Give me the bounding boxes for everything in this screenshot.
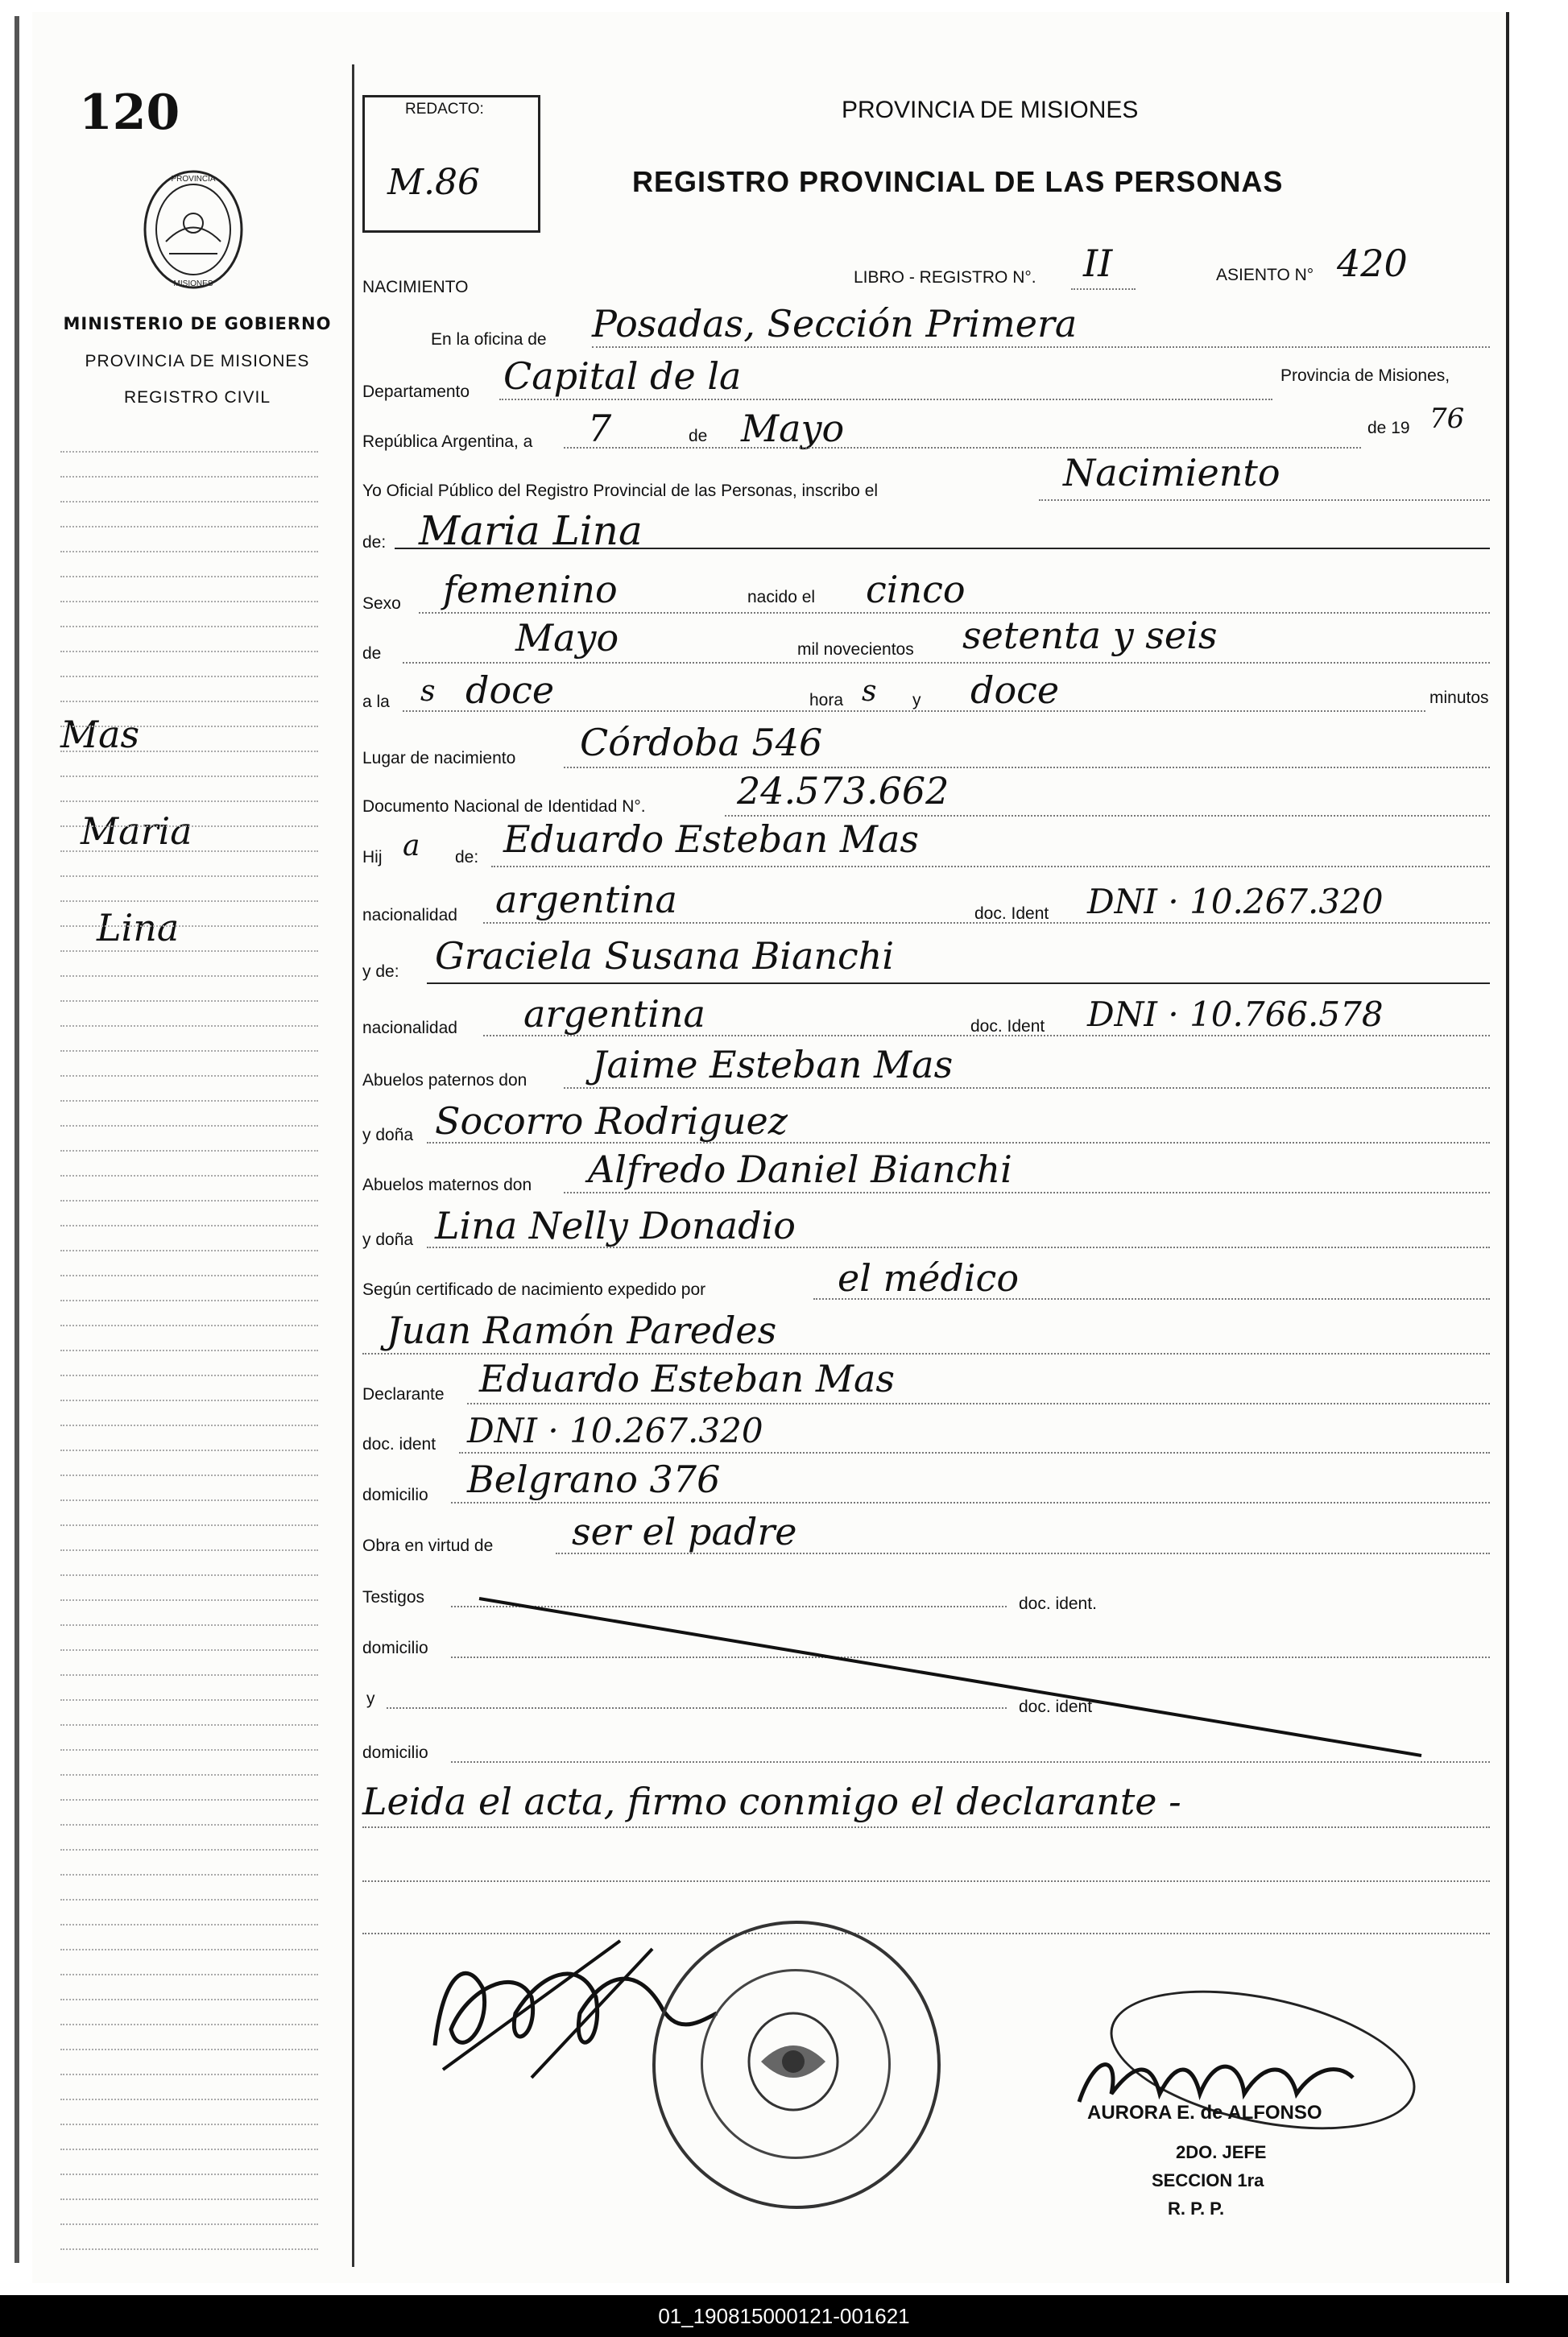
- margin-ruled-line: [60, 1475, 318, 1476]
- abuela-p-line: [427, 1142, 1490, 1144]
- oficina-label: En la oficina de: [431, 330, 547, 349]
- de-nombre-label: de:: [362, 533, 387, 552]
- libro-value: II: [1083, 242, 1113, 285]
- margin-ruled-line: [60, 1450, 318, 1451]
- nac-madre-line: [483, 1035, 1490, 1036]
- margin-ruled-line: [60, 2099, 318, 2100]
- fecha-line: [564, 447, 1361, 449]
- dia-value: 7: [588, 407, 612, 450]
- domicilio-line: [451, 1502, 1490, 1504]
- margin-ruled-line: [60, 1425, 318, 1426]
- libro-line: [1071, 288, 1136, 290]
- margin-ruled-line: [60, 2024, 318, 2025]
- margin-ruled-line: [60, 1549, 318, 1551]
- madre-value: Graciela Susana Bianchi: [435, 934, 895, 978]
- padre-value: Eduardo Esteban Mas: [503, 817, 919, 861]
- official-section: SECCION 1ra: [1152, 2170, 1264, 2190]
- official-name: AURORA E. de ALFONSO: [1087, 2102, 1322, 2124]
- margin-ruled-line: [60, 2074, 318, 2075]
- margin-ruled-line: [60, 900, 318, 902]
- margin-ruled-line: [60, 776, 318, 777]
- asiento-value: 420: [1337, 242, 1408, 285]
- lugar-line: [564, 767, 1490, 768]
- margin-ruled-line: [60, 2124, 318, 2125]
- declarante-label: Declarante: [362, 1385, 445, 1404]
- margin-ruled-line: [60, 551, 318, 552]
- departamento-label: Departamento: [362, 383, 470, 401]
- margin-ruled-line: [60, 1175, 318, 1177]
- departamento-value: Capital de la: [503, 354, 742, 398]
- horas-label: hora: [809, 691, 844, 709]
- margin-ruled-line: [60, 1125, 318, 1127]
- obra-value: ser el padre: [572, 1510, 797, 1553]
- lugar-label: Lugar de nacimiento: [362, 749, 516, 767]
- margin-ruled-line: [60, 1949, 318, 1950]
- margin-ruled-line: [60, 1624, 318, 1626]
- anio-letras-value: setenta y seis: [962, 614, 1218, 657]
- margin-ruled-line: [60, 1350, 318, 1351]
- obra-label: Obra en virtud de: [362, 1537, 494, 1555]
- abuelos-m-label: Abuelos maternos don: [362, 1176, 532, 1194]
- ministry-label: MINISTERIO DE GOBIERNO: [63, 314, 332, 333]
- margin-ruled-line: [60, 1849, 318, 1851]
- sexo-line: [419, 612, 1490, 614]
- year-prefix-label: de 19: [1367, 419, 1410, 437]
- seal-text-top: PROVINCIA: [171, 175, 216, 184]
- margin-note-surname: Mas: [60, 713, 140, 756]
- margin-ruled-line: [60, 1674, 318, 1676]
- domicilio-value: Belgrano 376: [467, 1458, 721, 1501]
- mes-nac-line: [403, 662, 1490, 664]
- margin-ruled-line: [60, 626, 318, 627]
- margin-ruled-line: [60, 1774, 318, 1776]
- margin-ruled-line: [60, 800, 318, 802]
- oficial-label: Yo Oficial Público del Registro Provincial de las Personas, inscribo el: [362, 482, 879, 500]
- horas-suffix: s: [862, 675, 877, 708]
- padre-line: [491, 866, 1490, 867]
- doc-declarante-value: DNI · 10.267.320: [467, 1411, 763, 1450]
- mes-nac-label: de: [362, 644, 382, 663]
- margin-ruled-line: [60, 701, 318, 702]
- nac-madre-value: argentina: [523, 992, 705, 1036]
- hij-de-label: de:: [455, 848, 479, 867]
- doc-declarante-line: [459, 1452, 1490, 1454]
- inscribo-line: [1039, 499, 1490, 501]
- margin-ruled-line: [60, 1499, 318, 1501]
- madre-label: y de:: [362, 962, 399, 981]
- margin-ruled-line: [60, 1699, 318, 1701]
- dni-value: 24.573.662: [737, 769, 949, 813]
- margin-ruled-line: [60, 726, 318, 727]
- y-testigo-label: y: [366, 1690, 375, 1708]
- redacto-value: M.86: [387, 162, 481, 203]
- hora-line: [403, 710, 1425, 712]
- redacto-box: [362, 95, 540, 233]
- sexo-value: femenino: [443, 568, 618, 611]
- cancel-stroke: [475, 1586, 1425, 1764]
- margin-ruled-line: [60, 2248, 318, 2250]
- abuelo-p-line: [564, 1087, 1490, 1089]
- margin-ruled-line: [60, 2049, 318, 2050]
- margin-note-first-name: Maria: [81, 809, 192, 853]
- abuelo-m-value: Alfredo Daniel Bianchi: [588, 1148, 1012, 1191]
- coat-of-arms-icon: [737, 2005, 850, 2118]
- document-title: REGISTRO PROVINCIAL DE LAS PERSONAS: [632, 165, 1284, 198]
- margin-ruled-line: [60, 1924, 318, 1925]
- sexo-label: Sexo: [362, 594, 401, 613]
- book-edge-left: [14, 16, 19, 2263]
- section-label: NACIMIENTO: [362, 278, 469, 296]
- nac-padre-line: [483, 922, 1490, 924]
- margin-ruled-line: [60, 576, 318, 577]
- province-seal-icon: [137, 165, 250, 294]
- inscribo-value: Nacimiento: [1063, 451, 1280, 494]
- horas-value: doce: [465, 668, 555, 712]
- provincia-label: Provincia de Misiones,: [1280, 366, 1450, 385]
- margin-ruled-line: [60, 1724, 318, 1726]
- nac-padre-value: argentina: [495, 878, 677, 921]
- nac-madre-label: nacionalidad: [362, 1019, 457, 1037]
- margin-ruled-line: [60, 1524, 318, 1526]
- hora-suffix: s: [420, 675, 436, 708]
- declarante-line: [467, 1403, 1490, 1404]
- closing-note: Leida el acta, firmo conmigo el declarante -: [362, 1780, 1181, 1823]
- asiento-label: ASIENTO N°: [1216, 266, 1314, 284]
- registry-label: REGISTRO CIVIL: [123, 388, 271, 407]
- departamento-line: [499, 399, 1272, 400]
- margin-ruled-line: [60, 825, 318, 827]
- margin-ruled-line: [60, 1599, 318, 1601]
- margin-ruled-line: [60, 1874, 318, 1876]
- margin-ruled-line: [60, 925, 318, 927]
- mil-label: mil novecientos: [797, 640, 914, 659]
- medico-value: Juan Ramón Paredes: [387, 1309, 777, 1352]
- domicilio-label: domicilio: [362, 1486, 428, 1504]
- certificado-value: el médico: [838, 1256, 1020, 1300]
- closing-line: [362, 1826, 1490, 1828]
- official-title: 2DO. JEFE: [1176, 2142, 1267, 2162]
- de-label: de: [689, 427, 708, 445]
- dni-padre-value: DNI · 10.267.320: [1087, 882, 1384, 921]
- alas-label: a la: [362, 693, 390, 711]
- image-code-bar: 01_190815000121-001621: [0, 2295, 1568, 2337]
- extra-line-1: [362, 1880, 1490, 1882]
- margin-ruled-line: [60, 1574, 318, 1576]
- oficina-value: Posadas, Sección Primera: [592, 302, 1078, 345]
- margin-ruled-line: [60, 1050, 318, 1052]
- medico-line: [362, 1353, 1490, 1355]
- margin-ruled-line: [60, 476, 318, 478]
- margin-ruled-line: [60, 1025, 318, 1027]
- margin-ruled-line: [60, 2149, 318, 2150]
- seal-text-bottom: MISIONES: [173, 279, 213, 288]
- margin-ruled-line: [60, 975, 318, 977]
- margin-ruled-line: [60, 2174, 318, 2175]
- mes-nac-value: Mayo: [515, 616, 619, 660]
- abuelo-m-line: [564, 1192, 1490, 1193]
- margin-ruled-line: [60, 1325, 318, 1326]
- obra-line: [556, 1553, 1490, 1554]
- minutos-value: doce: [970, 668, 1060, 712]
- nac-padre-label: nacionalidad: [362, 906, 457, 924]
- province-heading: PROVINCIA DE MISIONES: [842, 97, 1139, 123]
- abuela-m-label: y doña: [362, 1231, 414, 1249]
- official-rpp: R. P. P.: [1168, 2198, 1225, 2219]
- margin-ruled-line: [60, 1799, 318, 1801]
- margin-ruled-line: [60, 1824, 318, 1826]
- declarante-value: Eduardo Esteban Mas: [479, 1357, 895, 1400]
- margin-rule: [352, 64, 354, 2267]
- margin-ruled-line: [60, 676, 318, 677]
- margin-ruled-line: [60, 1400, 318, 1401]
- margin-ruled-line: [60, 850, 318, 852]
- doc-testigo2-label: doc. ident: [1019, 1698, 1093, 1716]
- margin-ruled-line: [60, 751, 318, 752]
- republica-label: República Argentina, a: [362, 432, 533, 451]
- doc-padre-label: doc. Ident: [974, 904, 1049, 923]
- margin-ruled-line: [60, 651, 318, 652]
- testigos-label: Testigos: [362, 1588, 425, 1607]
- margin-ruled-line: [60, 1899, 318, 1901]
- y-label: y: [912, 691, 921, 709]
- oficina-line: [592, 346, 1490, 348]
- doc-madre-label: doc. Ident: [970, 1017, 1045, 1036]
- nacido-value: cinco: [866, 568, 966, 611]
- abuela-p-label: y doña: [362, 1126, 414, 1144]
- minutos-label: minutos: [1429, 689, 1489, 707]
- redacto-label: REDACTO:: [405, 101, 484, 118]
- province-label: PROVINCIA DE MISIONES: [85, 352, 310, 370]
- margin-ruled-line: [60, 1250, 318, 1251]
- abuela-m-line: [427, 1247, 1490, 1248]
- margin-ruled-line: [60, 451, 318, 453]
- page-number: 120: [79, 85, 180, 141]
- margin-ruled-line: [60, 1000, 318, 1002]
- doc-testigo-label: doc. ident.: [1019, 1595, 1097, 1613]
- madre-line: [427, 982, 1490, 984]
- certificado-line: [813, 1298, 1490, 1300]
- margin-ruled-line: [60, 1300, 318, 1301]
- margin-ruled-line: [60, 601, 318, 602]
- margin-ruled-line: [60, 1100, 318, 1102]
- margin-ruled-line: [60, 501, 318, 503]
- year-value: 76: [1429, 403, 1465, 435]
- abuelo-p-value: Jaime Esteban Mas: [592, 1043, 954, 1086]
- margin-ruled-line: [60, 1275, 318, 1276]
- margin-ruled-line: [60, 2223, 318, 2225]
- abuela-m-value: Lina Nelly Donadio: [435, 1204, 796, 1247]
- segun-label: Según certificado de nacimiento expedido por: [362, 1280, 706, 1299]
- abuelos-p-label: Abuelos paternos don: [362, 1071, 527, 1090]
- hij-label: Hij: [362, 848, 383, 867]
- margin-note-second-name: Lina: [97, 906, 180, 949]
- abuela-p-value: Socorro Rodriguez: [435, 1099, 788, 1143]
- margin-ruled-line: [60, 1749, 318, 1751]
- margin-ruled-line: [60, 1649, 318, 1651]
- dni-madre-value: DNI · 10.766.578: [1087, 995, 1384, 1034]
- domicilio-testigo-label: domicilio: [362, 1639, 428, 1657]
- nacido-label: nacido el: [747, 588, 816, 606]
- margin-ruled-line: [60, 950, 318, 952]
- margin-ruled-line: [60, 1225, 318, 1226]
- doc-declarante-label: doc. ident: [362, 1435, 436, 1454]
- margin-ruled-line: [60, 2198, 318, 2200]
- margin-ruled-line: [60, 1200, 318, 1202]
- mes-value: Mayo: [741, 407, 845, 450]
- libro-label: LIBRO - REGISTRO N°.: [854, 268, 1036, 287]
- margin-ruled-line: [60, 875, 318, 877]
- hij-suffix: a: [403, 829, 420, 862]
- margin-ruled-line: [60, 1999, 318, 2000]
- lugar-value: Córdoba 546: [580, 721, 823, 764]
- margin-ruled-line: [60, 1974, 318, 1975]
- nombre-value: Maria Lina: [419, 507, 643, 554]
- margin-ruled-line: [60, 1375, 318, 1376]
- margin-ruled-line: [60, 526, 318, 527]
- margin-ruled-line: [60, 1075, 318, 1077]
- margin-ruled-line: [60, 1150, 318, 1152]
- nombre-line: [395, 548, 1490, 549]
- domicilio-testigo2-label: domicilio: [362, 1743, 428, 1762]
- dni-label: Documento Nacional de Identidad N°.: [362, 797, 646, 816]
- dni-line: [725, 815, 1490, 817]
